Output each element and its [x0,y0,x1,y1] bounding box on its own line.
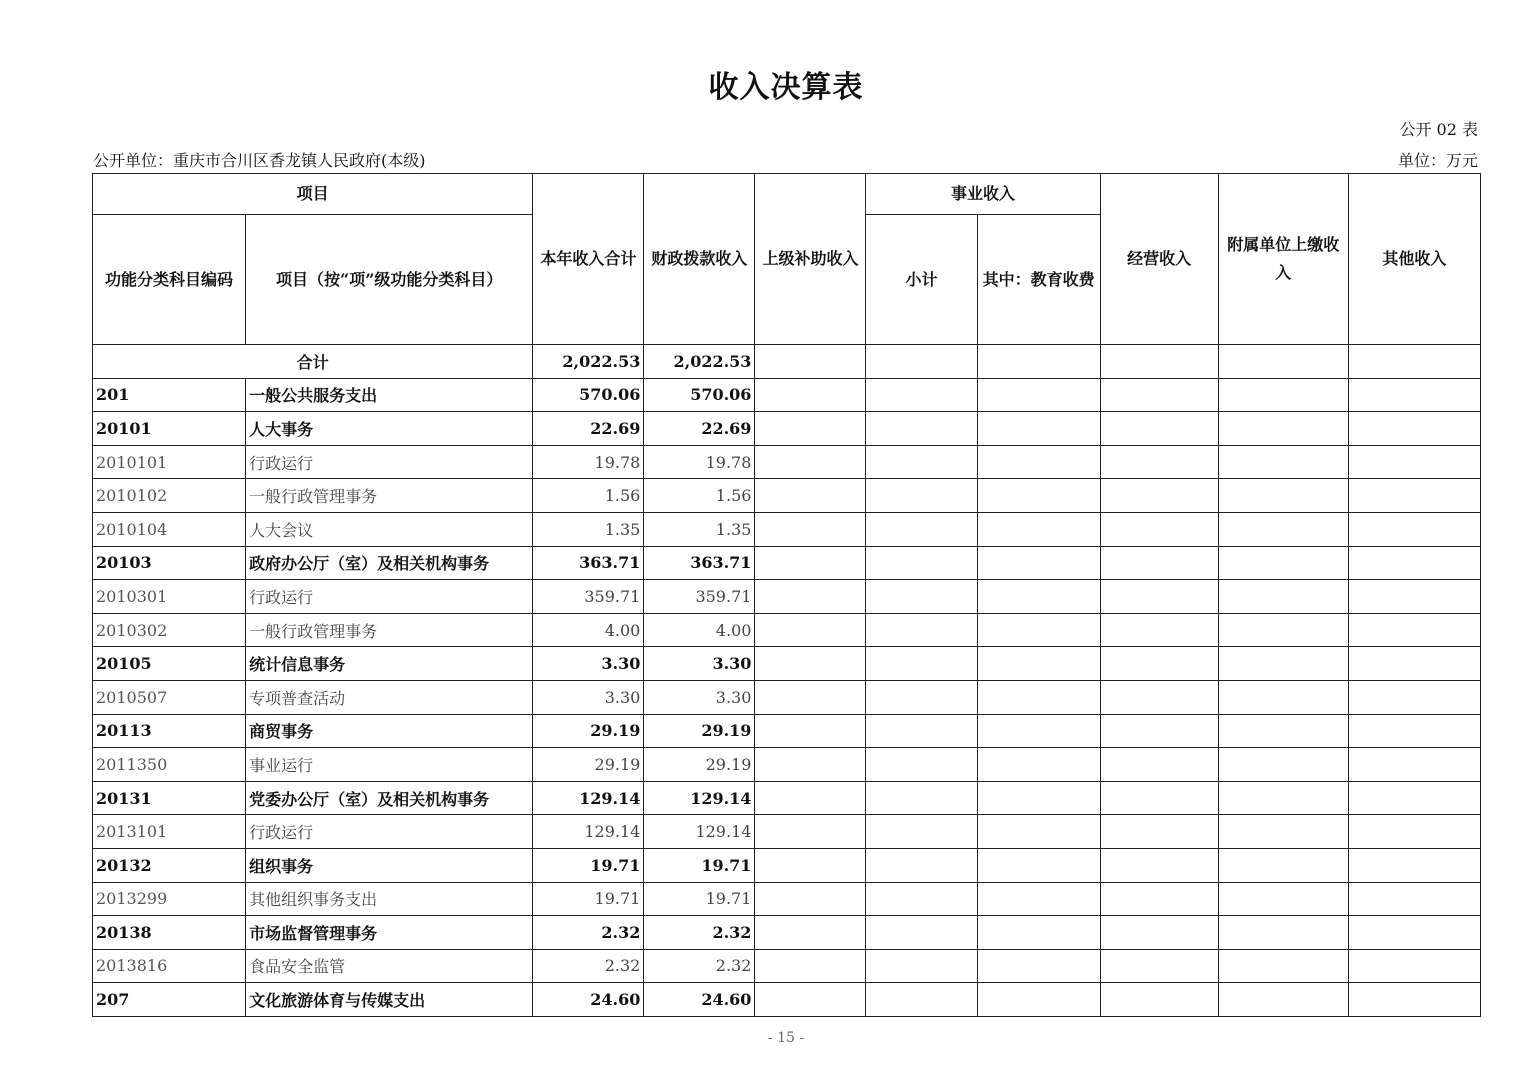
empty-cell [755,748,866,782]
header-superior: 上级补助收入 [755,174,866,345]
row-name: 其他组织事务支出 [246,882,533,916]
empty-cell [1100,412,1218,446]
empty-cell [1100,479,1218,513]
empty-cell [977,781,1100,815]
empty-cell [755,983,866,1017]
row-total: 359.71 [533,580,644,614]
table-row [93,647,1481,681]
row-total: 29.19 [533,714,644,748]
empty-cell [866,647,977,681]
row-code: 20113 [93,714,246,748]
row-total: 1.35 [533,512,644,546]
income-table [92,173,1481,1017]
empty-cell [1348,916,1480,950]
row-fiscal: 1.35 [644,512,755,546]
table-row [93,378,1481,412]
row-fiscal: 570.06 [644,378,755,412]
row-fiscal: 19.71 [644,848,755,882]
empty-cell [1218,748,1348,782]
empty-cell [1348,546,1480,580]
empty-cell [1100,580,1218,614]
empty-cell [1100,613,1218,647]
row-fiscal: 3.30 [644,680,755,714]
row-name: 一般行政管理事务 [246,479,533,513]
empty-cell [755,512,866,546]
row-name: 商贸事务 [246,714,533,748]
table-row [93,815,1481,849]
row-total: 19.71 [533,882,644,916]
row-total: 3.30 [533,680,644,714]
header-affiliated: 附属单位上缴收入 [1218,174,1348,345]
empty-cell [866,546,977,580]
row-code: 2011350 [93,748,246,782]
empty-cell [1100,680,1218,714]
total-row [93,345,1481,379]
empty-cell [755,445,866,479]
header-other: 其他收入 [1348,174,1480,345]
empty-cell [1100,983,1218,1017]
table-number: 公开 02 表 [1399,120,1478,139]
empty-cell [866,916,977,950]
empty-cell [1348,412,1480,446]
row-code: 2013299 [93,882,246,916]
empty-cell [755,580,866,614]
empty-cell [1218,412,1348,446]
empty-cell [866,815,977,849]
empty-cell [1100,647,1218,681]
row-name: 行政运行 [246,445,533,479]
empty-cell [755,714,866,748]
empty-cell [977,680,1100,714]
header-code: 功能分类科目编码 [93,215,246,345]
row-total: 24.60 [533,983,644,1017]
row-code: 201 [93,378,246,412]
empty-cell [866,680,977,714]
empty-cell [1218,613,1348,647]
empty-cell [1218,983,1348,1017]
empty-cell [1218,916,1348,950]
table-row [93,983,1481,1017]
row-name: 统计信息事务 [246,647,533,681]
empty-cell [1348,781,1480,815]
empty-cell [755,781,866,815]
empty-cell [977,949,1100,983]
table-row [93,916,1481,950]
empty-cell [1100,512,1218,546]
row-fiscal: 2.32 [644,949,755,983]
table-row [93,512,1481,546]
row-total: 129.14 [533,815,644,849]
empty-cell [866,882,977,916]
empty-cell [1100,748,1218,782]
empty-cell [1100,781,1218,815]
row-name: 行政运行 [246,580,533,614]
empty-cell [866,714,977,748]
row-fiscal: 363.71 [644,546,755,580]
row-fiscal: 29.19 [644,714,755,748]
page-number: - 15 - [767,1030,805,1046]
empty-cell [1348,512,1480,546]
empty-cell [977,647,1100,681]
row-fiscal: 3.30 [644,647,755,681]
empty-cell [1348,378,1480,412]
empty-cell [1100,378,1218,412]
row-total: 3.30 [533,647,644,681]
row-name: 一般公共服务支出 [246,378,533,412]
empty-cell [755,916,866,950]
empty-cell [1348,815,1480,849]
header-name: 项目（按“项”级功能分类科目） [246,215,533,345]
empty-cell [755,949,866,983]
empty-cell [1348,647,1480,681]
row-code: 20103 [93,546,246,580]
row-total: 4.00 [533,613,644,647]
empty-cell [1218,378,1348,412]
empty-cell [866,412,977,446]
row-name: 专项普查活动 [246,680,533,714]
empty-cell [977,412,1100,446]
row-fiscal: 359.71 [644,580,755,614]
empty-cell [1218,882,1348,916]
table-row [93,882,1481,916]
row-name: 食品安全监管 [246,949,533,983]
row-fiscal: 24.60 [644,983,755,1017]
org-label: 公开单位：重庆市合川区香龙镇人民政府(本级) [93,151,426,170]
row-name: 市场监督管理事务 [246,916,533,950]
empty-cell [1348,848,1480,882]
empty-cell [1100,714,1218,748]
empty-cell [977,748,1100,782]
empty-cell [977,714,1100,748]
row-code: 2010507 [93,680,246,714]
empty-cell [1218,781,1348,815]
empty-cell [866,613,977,647]
row-code: 20105 [93,647,246,681]
row-fiscal: 19.71 [644,882,755,916]
row-name: 人大会议 [246,512,533,546]
empty-cell [1348,748,1480,782]
row-fiscal: 129.14 [644,781,755,815]
header-career: 事业收入 [866,174,1100,215]
total-amount: 2,022.53 [533,345,644,379]
empty-cell [755,848,866,882]
row-fiscal: 29.19 [644,748,755,782]
unit-label: 单位：万元 [1397,151,1478,170]
empty-cell [1218,479,1348,513]
header-subtotal: 小计 [866,215,977,345]
empty-cell [1218,445,1348,479]
row-fiscal: 129.14 [644,815,755,849]
row-fiscal: 22.69 [644,412,755,446]
empty-cell [755,647,866,681]
empty-cell [1348,714,1480,748]
row-code: 20138 [93,916,246,950]
empty-cell [977,983,1100,1017]
empty-cell [866,580,977,614]
total-fiscal: 2,022.53 [644,345,755,379]
empty-cell [1218,647,1348,681]
row-total: 22.69 [533,412,644,446]
empty-cell [755,546,866,580]
empty-cell [1100,949,1218,983]
row-name: 人大事务 [246,412,533,446]
row-total: 1.56 [533,479,644,513]
row-fiscal: 1.56 [644,479,755,513]
empty-cell [755,815,866,849]
row-name: 党委办公厅（室）及相关机构事务 [246,781,533,815]
row-code: 2010101 [93,445,246,479]
row-total: 129.14 [533,781,644,815]
empty-cell [977,479,1100,513]
empty-cell [1348,680,1480,714]
row-name: 行政运行 [246,815,533,849]
empty-cell [866,848,977,882]
empty-cell [977,848,1100,882]
row-total: 363.71 [533,546,644,580]
page-title: 收入决算表 [708,70,864,105]
row-code: 2013816 [93,949,246,983]
empty-cell [977,815,1100,849]
table-row [93,680,1481,714]
table-row [93,479,1481,513]
empty-cell [977,378,1100,412]
empty-cell [977,613,1100,647]
empty-cell [755,882,866,916]
empty-cell [1348,983,1480,1017]
row-code: 2010302 [93,613,246,647]
row-code: 2010102 [93,479,246,513]
header-item: 项目 [93,174,533,215]
empty-cell [755,613,866,647]
row-total: 2.32 [533,916,644,950]
header-business: 经营收入 [1100,174,1218,345]
row-total: 570.06 [533,378,644,412]
empty-cell [1100,848,1218,882]
table-row [93,445,1481,479]
empty-cell [1348,949,1480,983]
empty-cell [866,748,977,782]
row-name: 一般行政管理事务 [246,613,533,647]
empty-cell [866,949,977,983]
empty-cell [866,781,977,815]
empty-cell [755,412,866,446]
empty-cell [1218,714,1348,748]
row-code: 207 [93,983,246,1017]
empty-cell [1218,815,1348,849]
empty-cell [755,680,866,714]
empty-cell [866,983,977,1017]
empty-cell [1218,580,1348,614]
empty-cell [755,378,866,412]
empty-cell [1100,882,1218,916]
empty-cell [1100,916,1218,950]
empty-cell [866,445,977,479]
empty-cell [977,916,1100,950]
empty-cell [1218,680,1348,714]
empty-cell [1100,815,1218,849]
row-fiscal: 2.32 [644,916,755,950]
table-row [93,781,1481,815]
header-education: 其中：教育收费 [977,215,1100,345]
empty-cell [977,546,1100,580]
empty-cell [977,512,1100,546]
empty-cell [1348,580,1480,614]
table-row [93,748,1481,782]
row-total: 2.32 [533,949,644,983]
row-name: 组织事务 [246,848,533,882]
empty-cell [977,882,1100,916]
table-row [93,949,1481,983]
row-code: 2010104 [93,512,246,546]
empty-cell [1348,882,1480,916]
empty-cell [977,445,1100,479]
row-code: 2013101 [93,815,246,849]
row-code: 20132 [93,848,246,882]
header-info-line [93,148,1478,171]
row-fiscal: 4.00 [644,613,755,647]
empty-cell [1348,479,1480,513]
row-code: 20131 [93,781,246,815]
empty-cell [1348,445,1480,479]
row-fiscal: 19.78 [644,445,755,479]
table-row [93,848,1481,882]
row-total: 19.71 [533,848,644,882]
empty-cell [866,512,977,546]
table-row [93,714,1481,748]
table-row [93,613,1481,647]
header-fiscal: 财政拨款收入 [644,174,755,345]
empty-cell [1218,848,1348,882]
empty-cell [866,479,977,513]
table-row [93,412,1481,446]
header-total: 本年收入合计 [533,174,644,345]
row-code: 2010301 [93,580,246,614]
empty-cell [755,479,866,513]
table-row [93,580,1481,614]
empty-cell [1100,445,1218,479]
total-label: 合计 [93,345,533,379]
empty-cell [1218,512,1348,546]
row-name: 文化旅游体育与传媒支出 [246,983,533,1017]
empty-cell [1218,546,1348,580]
empty-cell [1100,546,1218,580]
empty-cell [1218,949,1348,983]
table-row [93,546,1481,580]
empty-cell [977,580,1100,614]
row-name: 事业运行 [246,748,533,782]
row-code: 20101 [93,412,246,446]
empty-cell [1348,613,1480,647]
row-name: 政府办公厅（室）及相关机构事务 [246,546,533,580]
row-total: 19.78 [533,445,644,479]
row-total: 29.19 [533,748,644,782]
empty-cell [866,378,977,412]
